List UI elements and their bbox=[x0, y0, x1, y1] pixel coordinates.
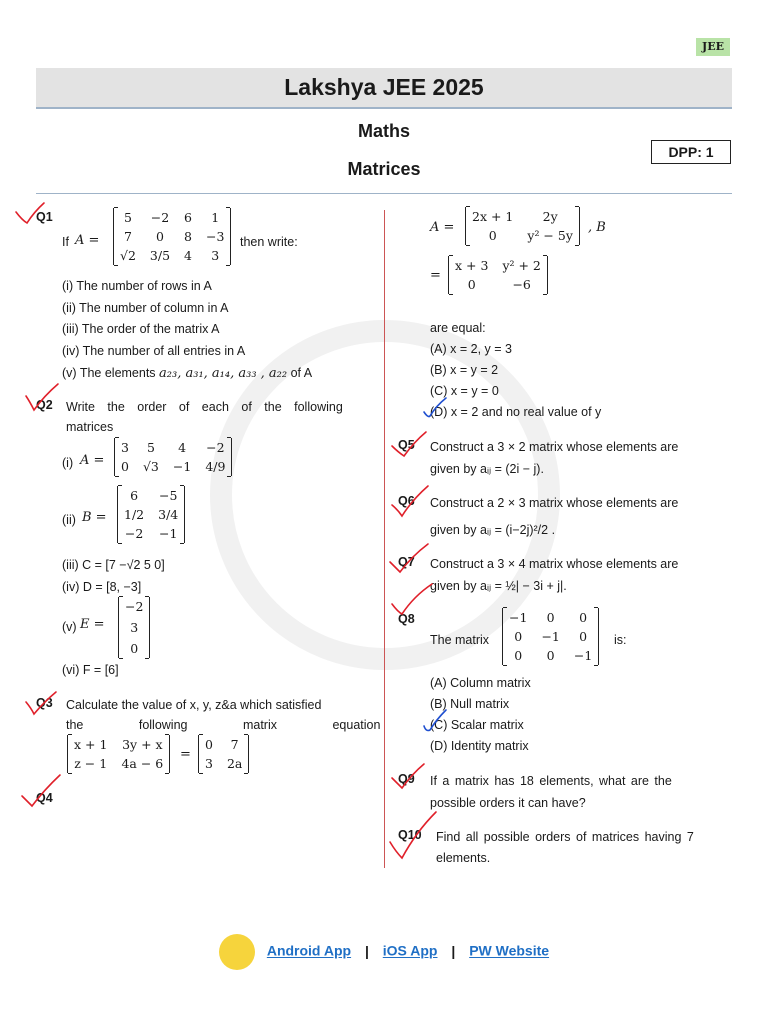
page-title: Lakshya JEE 2025 bbox=[36, 68, 732, 109]
tick-q4-answer bbox=[424, 398, 446, 417]
q4-b-var: , B bbox=[588, 220, 606, 235]
matrix-cell: −6 bbox=[512, 277, 531, 292]
q10-number: Q10 bbox=[398, 828, 422, 842]
matrix-cell: −2 bbox=[124, 526, 144, 541]
q8-option: (D) Identity matrix bbox=[430, 739, 529, 753]
matrix-cell: x + 3 bbox=[455, 258, 489, 273]
q4-a-var: A = bbox=[430, 220, 455, 235]
q2-text-2: matrices bbox=[66, 420, 114, 434]
matrix-cell: 7 bbox=[230, 737, 239, 752]
q2-i-var: A = bbox=[80, 453, 105, 468]
tick-q7 bbox=[390, 544, 428, 572]
q8-option: (C) Scalar matrix bbox=[430, 718, 524, 732]
q1-v-elements: a₂₃, a₃₁, a₁₄, a₃₃ , a₂₂ bbox=[159, 366, 288, 381]
matrix-cell: 2x + 1 bbox=[472, 209, 514, 224]
q1-matrix-var: A = bbox=[75, 233, 100, 248]
tick-q8 bbox=[392, 584, 432, 614]
q7-line-1: Construct a 3 × 4 matrix whose elements are bbox=[430, 557, 679, 571]
matrix-cell: −1 bbox=[172, 459, 192, 474]
matrix-cell: 4/9 bbox=[205, 459, 226, 474]
matrix-cell: 8 bbox=[184, 229, 192, 244]
footer-separator: | bbox=[364, 942, 369, 959]
matrix-cell: 3 bbox=[130, 620, 139, 635]
matrix-cell: 3/4 bbox=[158, 507, 179, 522]
matrix-cell: −5 bbox=[158, 488, 178, 503]
q3-number: Q3 bbox=[36, 696, 53, 710]
q8-option: (A) Column matrix bbox=[430, 676, 531, 690]
q7-line-2: given by aᵢⱼ = ½| − 3i + j|. bbox=[430, 579, 567, 593]
q2-i-label: (i) bbox=[62, 456, 74, 470]
q2-v-var: E = bbox=[80, 617, 105, 632]
matrix-cell: −2 bbox=[150, 210, 170, 225]
matrix-cell: 5 bbox=[123, 210, 132, 225]
matrix-cell: −1 bbox=[541, 629, 560, 644]
matrix-cell: 4 bbox=[184, 248, 192, 263]
chapter-title: Matrices bbox=[347, 159, 421, 179]
q6-line-2: given by aᵢⱼ = (i−2j)²/2 . bbox=[430, 523, 556, 537]
tick-q8-answer bbox=[424, 710, 446, 731]
customer-service-logo bbox=[219, 934, 255, 970]
q9-number: Q9 bbox=[398, 772, 415, 786]
matrix-cell: −1 bbox=[509, 610, 528, 625]
footer-links bbox=[0, 934, 768, 970]
q2-ii-label: (ii) bbox=[62, 513, 76, 527]
matrix-cell: 0 bbox=[156, 229, 164, 244]
matrix-cell: 1 bbox=[211, 210, 220, 225]
matrix-cell: −3 bbox=[206, 229, 225, 244]
q1-item: (iv) The number of all entries in A bbox=[62, 344, 246, 358]
matrix-cell: 0 bbox=[130, 641, 139, 656]
matrix-cell: 7 bbox=[123, 229, 132, 244]
pw-website-link[interactable]: PW Website bbox=[469, 942, 550, 959]
tick-q4 bbox=[22, 775, 60, 806]
matrix-cell: 0 bbox=[546, 648, 555, 663]
tick-q9 bbox=[392, 764, 424, 788]
matrix-cell: 6 bbox=[184, 210, 192, 225]
tick-q1 bbox=[16, 203, 44, 223]
q5-line-1: Construct a 3 × 2 matrix whose elements are bbox=[430, 440, 679, 454]
matrix-cell: 0 bbox=[121, 459, 129, 474]
q2-number: Q2 bbox=[36, 398, 53, 412]
matrix-cell: 0 bbox=[514, 648, 523, 663]
matrix-cell: −1 bbox=[158, 526, 178, 541]
q4-number: Q4 bbox=[36, 791, 53, 805]
q8-option: (B) Null matrix bbox=[430, 697, 510, 711]
q1-item: (iii) The order of the matrix A bbox=[62, 322, 220, 336]
q2-iv: (iv) D = [8, −3] bbox=[62, 580, 142, 594]
q1-item: (ii) The number of column in A bbox=[62, 301, 229, 315]
matrix-cell: 4 bbox=[178, 440, 187, 455]
q4-equals: = bbox=[430, 268, 441, 283]
q7-number: Q7 bbox=[398, 555, 415, 569]
matrix-cell: 0 bbox=[546, 610, 555, 625]
q9-line-2: possible orders it can have? bbox=[430, 796, 586, 810]
q2-text: Write the order of each of the following bbox=[66, 400, 343, 414]
q2-iii: (iii) C = [7 −√2 5 0] bbox=[62, 558, 165, 572]
matrix-cell: x + 1 bbox=[74, 737, 108, 752]
subject-title: Maths bbox=[357, 121, 410, 141]
matrix-cell: 0 bbox=[488, 228, 497, 243]
q10-line-2: elements. bbox=[436, 851, 491, 865]
q1-if: If bbox=[62, 235, 69, 249]
q3-equals: = bbox=[180, 747, 191, 762]
matrix-cell: √3 bbox=[142, 459, 159, 474]
q2-v-label: (v) bbox=[62, 620, 77, 634]
q4-are-equal: are equal: bbox=[430, 321, 486, 335]
tick-q3 bbox=[26, 692, 56, 714]
tick-q2 bbox=[26, 384, 58, 410]
tick-q10 bbox=[390, 812, 436, 858]
tick-q6 bbox=[392, 486, 428, 516]
matrix-cell: √2 bbox=[120, 248, 136, 263]
q4-option: (B) x = y = 2 bbox=[430, 363, 499, 377]
q5-line-2: given by aᵢⱼ = (2i − j). bbox=[430, 462, 544, 476]
q4-option: (A) x = 2, y = 3 bbox=[430, 342, 512, 356]
matrix-cell: 0 bbox=[514, 629, 523, 644]
q10-line-1: Find all possible orders of matrices having 7 bbox=[436, 830, 694, 844]
dpp-badge: DPP: 1 bbox=[651, 140, 731, 164]
matrix-cell: 2a bbox=[226, 756, 243, 771]
matrix-cell: 3 bbox=[211, 248, 220, 263]
footer-separator: | bbox=[451, 942, 456, 959]
matrix-cell: 3 bbox=[205, 756, 213, 771]
matrix-cell: −1 bbox=[573, 648, 593, 663]
matrix-cell: −2 bbox=[206, 440, 225, 455]
matrix-cell: 0 bbox=[579, 610, 588, 625]
q5-number: Q5 bbox=[398, 438, 415, 452]
matrix-cell: 1/2 bbox=[124, 507, 145, 522]
matrix-cell: 0 bbox=[579, 629, 588, 644]
matrix-cell: y² − 5y bbox=[527, 228, 573, 243]
matrix-cell: 2y bbox=[542, 209, 558, 224]
matrix-cell: z − 1 bbox=[74, 756, 108, 771]
q3-text-2: the following matrix equation bbox=[66, 718, 381, 732]
matrix-cell: 4a − 6 bbox=[121, 756, 164, 771]
q2-ii-var: B = bbox=[82, 510, 107, 525]
q6-line-1: Construct a 2 × 3 matrix whose elements are bbox=[430, 496, 679, 510]
exam-tag: JEE bbox=[696, 38, 730, 56]
ios-app-link[interactable]: iOS App bbox=[382, 942, 438, 959]
matrix-cell: 0 bbox=[467, 277, 476, 292]
q6-number: Q6 bbox=[398, 494, 415, 508]
tick-q5 bbox=[392, 432, 426, 456]
matrix-cell: 5 bbox=[146, 440, 155, 455]
q9-line-1: If a matrix has 18 elements, what are the bbox=[430, 774, 672, 788]
q1-item: (i) The number of rows in A bbox=[62, 279, 212, 293]
q8-prefix: The matrix bbox=[430, 633, 490, 647]
matrix-cell: y² + 2 bbox=[502, 258, 541, 273]
matrix-cell: 3 bbox=[121, 440, 129, 455]
q2-vi: (vi) F = [6] bbox=[62, 663, 119, 677]
q1-v-suffix: of A bbox=[290, 366, 313, 380]
matrix-cell: −2 bbox=[125, 599, 144, 614]
q3-text: Calculate the value of x, y, z&a which satisfied bbox=[66, 698, 322, 712]
matrix-cell: 0 bbox=[205, 737, 213, 752]
q1-v-prefix: (v) The elements bbox=[62, 366, 156, 380]
q8-number: Q8 bbox=[398, 612, 415, 626]
android-app-link[interactable]: Android App bbox=[266, 942, 352, 959]
matrix-cell: 3y + x bbox=[122, 737, 163, 752]
q4-option: (C) x = y = 0 bbox=[430, 384, 499, 398]
q1-then: then write: bbox=[240, 235, 298, 249]
matrix-cell: 3/5 bbox=[149, 248, 171, 263]
q8-suffix: is: bbox=[614, 633, 627, 647]
q1-number: Q1 bbox=[36, 210, 53, 224]
q4-option: (D) x = 2 and no real value of y bbox=[430, 405, 602, 419]
matrix-cell: 6 bbox=[130, 488, 139, 503]
